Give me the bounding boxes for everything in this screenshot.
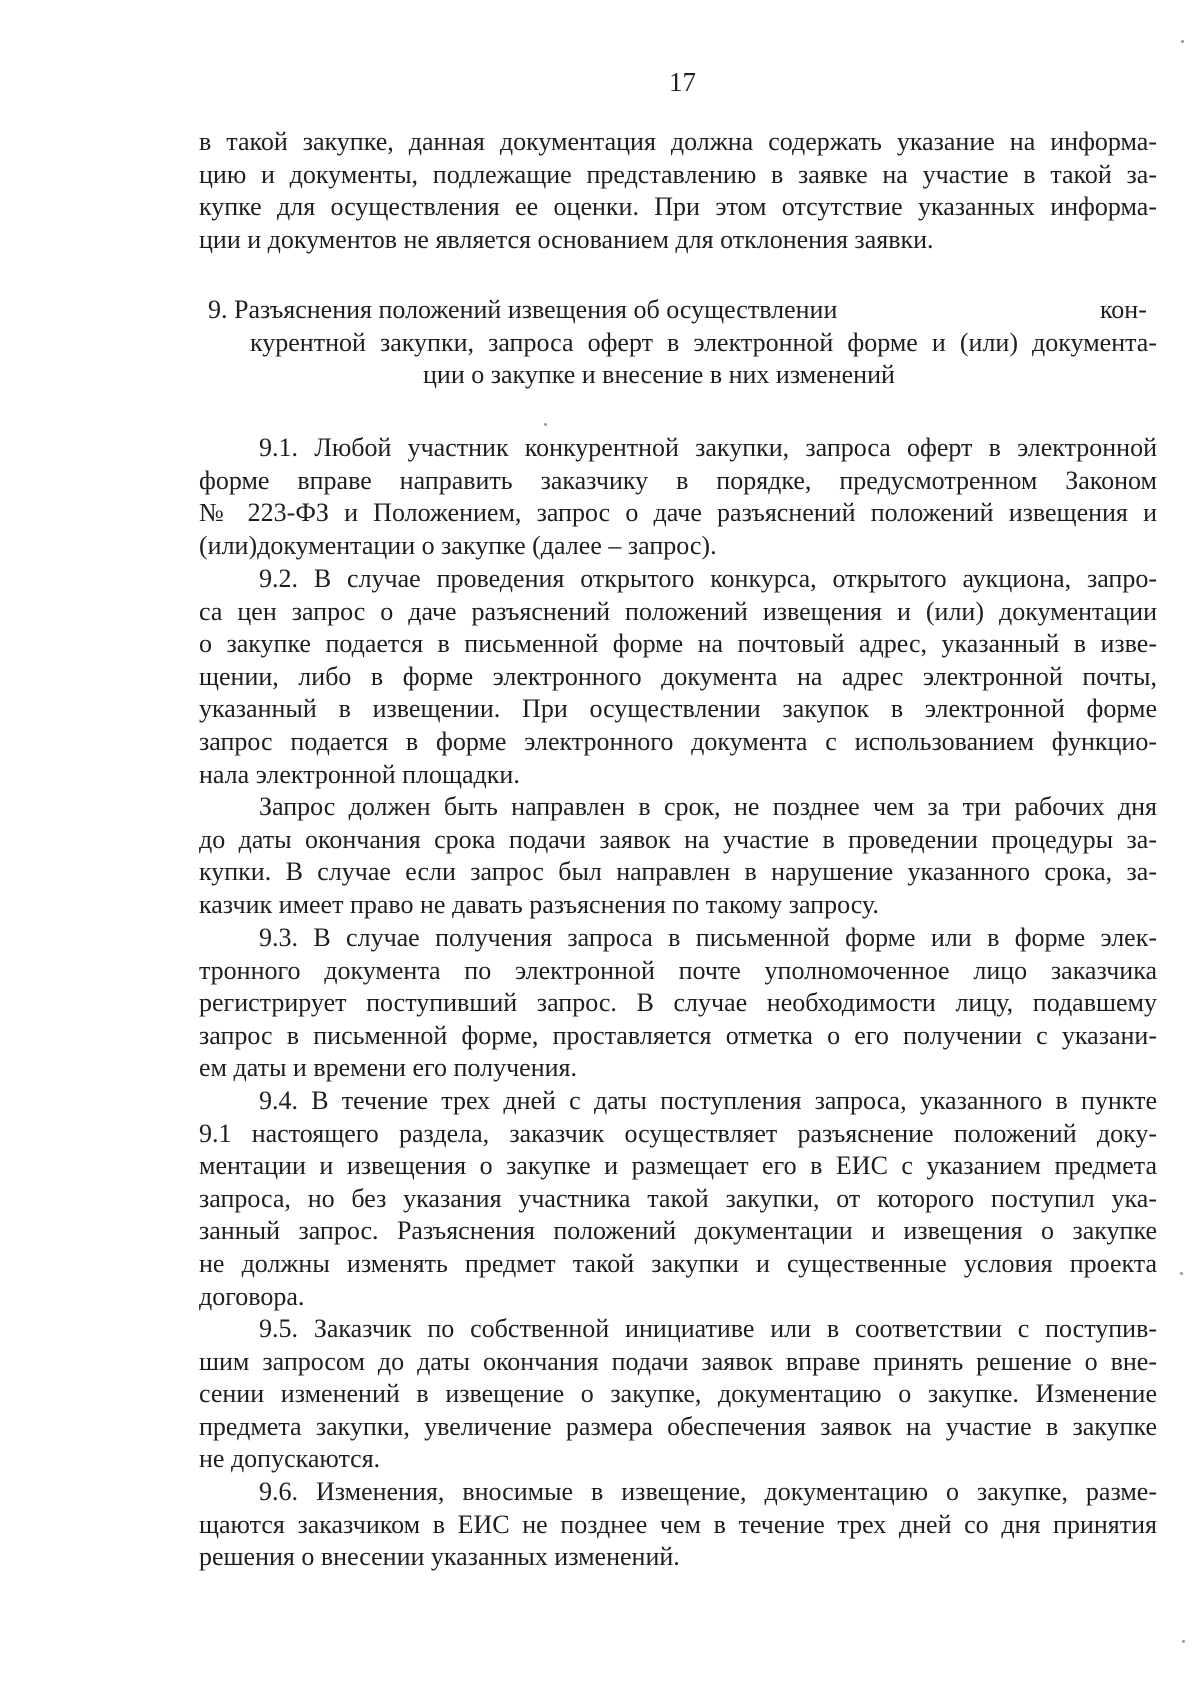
scan-speck <box>1180 1272 1183 1275</box>
paragraph-9-4 <box>199 1085 1157 1313</box>
text-line: 9.5. Заказчик по собственной инициативе или в соответствии с поступив- <box>259 1314 1157 1343</box>
text-line: 9.2. В случае проведения открытого конкурса, открытого аукциона, запро- <box>259 564 1157 593</box>
paragraph-9-2-deadline <box>199 791 1157 921</box>
section-heading-line1-end: кон- <box>1100 295 1147 324</box>
text-line: запрос подается в форме электронного документа с использованием функцио- <box>199 726 1157 756</box>
section-heading-line3: ции о закупке и внесение в них изменений <box>423 360 895 389</box>
text-line: регистрирует поступивший запрос. В случае необходимости лицу, подавшему <box>199 988 1157 1018</box>
text-line: № 223-ФЗ и Положением, запрос о даче разъяснений положений извещения и <box>199 498 1157 528</box>
scan-speck <box>1182 1640 1185 1643</box>
text-line: 9.3. В случае получения запроса в письменной форме или в форме элек- <box>259 923 1157 952</box>
text-line: 9.4. В течение трех дней с даты поступления запроса, указанного в пункте <box>259 1086 1157 1115</box>
text-line: до даты окончания срока подачи заявок на участие в проведении процедуры за- <box>199 824 1157 854</box>
text-line: 9.1. Любой участник конкурентной закупки, запроса оферт в электронной <box>259 433 1157 462</box>
text-line: форме вправе направить заказчику в порядке, предусмотренном Законом <box>199 465 1157 495</box>
section-heading-line2: курентной закупки, запроса оферт в электронной форме и (или) документа- <box>250 328 1157 357</box>
paragraph-9-5 <box>199 1313 1157 1476</box>
text-line: решения о внесении указанных изменений. <box>199 1542 680 1572</box>
section-heading-line1: 9. Разъяснения положений извещения об осуществлении <box>208 295 838 324</box>
text-line: о закупке подается в письменной форме на почтовый адрес, указанный в изве- <box>199 629 1157 659</box>
paragraph-9-1 <box>199 432 1157 562</box>
text-line: сении изменений в извещение о закупке, документацию о закупке. Изменение <box>199 1379 1157 1409</box>
text-line: ментации и извещения о закупке и размещает его в ЕИС с указанием предмета <box>199 1151 1157 1181</box>
text-line: запроса, но без указания участника такой закупки, от которого поступил ука- <box>199 1183 1157 1213</box>
scan-speck <box>1181 40 1184 43</box>
text-line: 9.1 настоящего раздела, заказчик осуществляет разъяснение положений доку- <box>199 1118 1157 1148</box>
page-number: 17 <box>669 67 696 97</box>
text-line: ем даты и времени его получения. <box>199 1053 577 1083</box>
text-line: са цен запрос о даче разъяснений положений извещения и (или) документации <box>199 596 1157 626</box>
text-line: щаются заказчиком в ЕИС не позднее чем в течение трех дней со дня принятия <box>199 1509 1157 1539</box>
text-line: указанный в извещении. При осуществлении закупок в электронной форме <box>199 694 1157 724</box>
scan-speck <box>544 423 547 426</box>
text-line: тронного документа по электронной почте уполномоченное лицо заказчика <box>199 955 1157 985</box>
text-line: запрос в письменной форме, проставляется отметка о его получении с указани- <box>199 1020 1157 1050</box>
text-line: занный запрос. Разъяснения положений документации и извещения о закупке <box>199 1216 1157 1246</box>
intro-paragraph <box>199 126 1157 256</box>
text-line: (или)документации о закупке (далее – запрос). <box>199 530 717 560</box>
text-line: купке для осуществления ее оценки. При этом отсутствие указанных информа- <box>199 192 1157 222</box>
text-line: не должны изменять предмет такой закупки и существенные условия проекта <box>199 1248 1157 1278</box>
text-line: щении, либо в форме электронного документа на адрес электронной почты, <box>199 661 1157 691</box>
text-line: не допускаются. <box>199 1444 381 1474</box>
text-line: 9.6. Изменения, вносимые в извещение, документацию о закупке, разме- <box>259 1477 1157 1506</box>
text-line: Запрос должен быть направлен в срок, не позднее чем за три рабочих дня <box>259 792 1157 821</box>
text-line: шим запросом до даты окончания подачи заявок вправе принять решение о вне- <box>199 1346 1157 1376</box>
text-line: купки. В случае если запрос был направлен в нарушение указанного срока, за- <box>199 857 1157 887</box>
paragraph-9-6 <box>199 1476 1157 1574</box>
paragraph-9-3 <box>199 922 1157 1085</box>
text-line: нала электронной площадки. <box>199 759 520 789</box>
paragraph-9-2 <box>199 563 1157 791</box>
text-line: ции и документов не является основанием для отклонения заявки. <box>199 224 934 254</box>
text-line: договора. <box>199 1281 305 1311</box>
text-line: в такой закупке, данная документация должна содержать указание на информа- <box>199 127 1157 156</box>
text-line: цию и документы, подлежащие представлению в заявке на участие в такой за- <box>199 159 1157 189</box>
text-line: предмета закупки, увеличение размера обеспечения заявок на участие в закупке <box>199 1411 1157 1441</box>
text-line: казчик имеет право не давать разъяснения по такому запросу. <box>199 889 879 919</box>
